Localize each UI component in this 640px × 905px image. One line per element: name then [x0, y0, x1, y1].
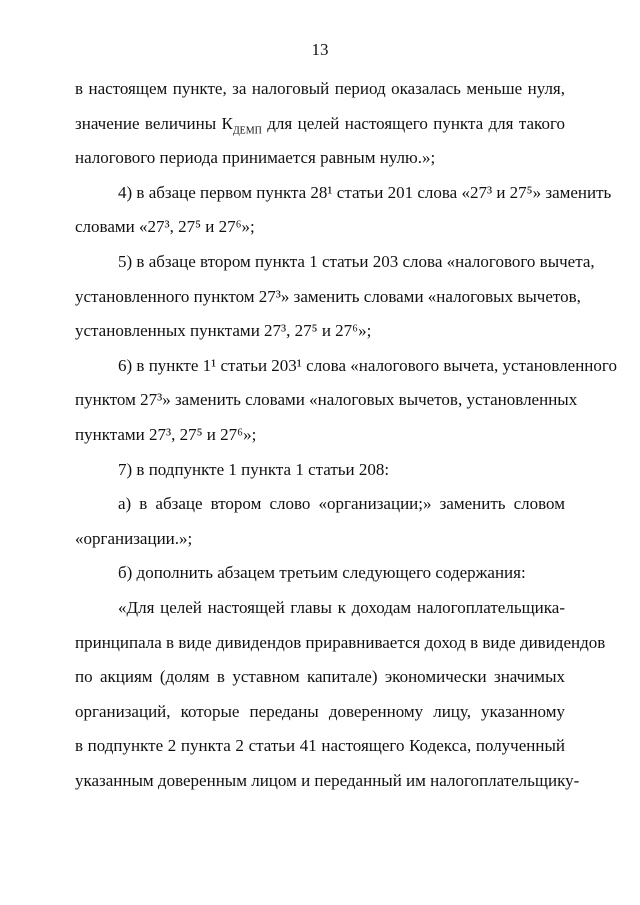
- paragraph-line: организаций, которые переданы доверенному лицу, указанному: [75, 701, 565, 721]
- paragraph-line: принципала в виде дивидендов приравнивается доход в виде дивидендов: [75, 632, 606, 652]
- paragraph-line: в подпункте 2 пункта 2 статьи 41 настоящего Кодекса, полученный: [75, 736, 565, 756]
- paragraph-line: 4) в абзаце первом пункта 28¹ статьи 201 слова «27³ и 27⁵» заменить: [118, 182, 612, 202]
- paragraph-line: установленных пунктами 27³, 27⁵ и 27⁶»;: [75, 321, 372, 341]
- paragraph-line: «организации.»;: [75, 528, 193, 548]
- paragraph-line: пунктами 27³, 27⁵ и 27⁶»;: [75, 424, 257, 444]
- paragraph-line: 5) в абзаце втором пункта 1 статьи 203 слова «налогового вычета,: [118, 251, 595, 271]
- paragraph-line: указанным доверенным лицом и переданный им налогоплательщику-: [75, 770, 580, 790]
- document-body: [75, 72, 617, 798]
- paragraph-line: пунктом 27³» заменить словами «налоговых вычетов, установленных: [75, 390, 578, 410]
- paragraph-line: в настоящем пункте, за налоговый период оказалась меньше нуля,: [75, 79, 565, 98]
- paragraph-line: словами «27³, 27⁵ и 27⁶»;: [75, 217, 255, 237]
- subscript-demp: ДЕМП: [232, 124, 262, 136]
- paragraph-line: 7) в подпункте 1 пункта 1 статьи 208:: [118, 459, 390, 479]
- paragraph-line: б) дополнить абзацем третьим следующего содержания:: [118, 563, 526, 583]
- paragraph-line: 6) в пункте 1¹ статьи 203¹ слова «налогового вычета, установленного: [118, 355, 617, 375]
- paragraph-line: установленного пунктом 27³» заменить словами «налоговых вычетов,: [75, 286, 581, 306]
- page-number: 13: [311, 40, 329, 59]
- paragraph-line: «Для целей настоящей главы к доходам налогоплательщика-: [118, 597, 565, 617]
- paragraph-line: по акциям (долям в уставном капитале) экономически значимых: [75, 667, 565, 687]
- paragraph-line: налогового периода принимается равным нулю.»;: [75, 148, 436, 168]
- paragraph-line: а) в абзаце втором слово «организации;» заменить словом: [118, 494, 565, 514]
- paragraph-line: значение величины $К_{ДЕМП}$ для целей настоящего пункта для такого: [75, 113, 565, 136]
